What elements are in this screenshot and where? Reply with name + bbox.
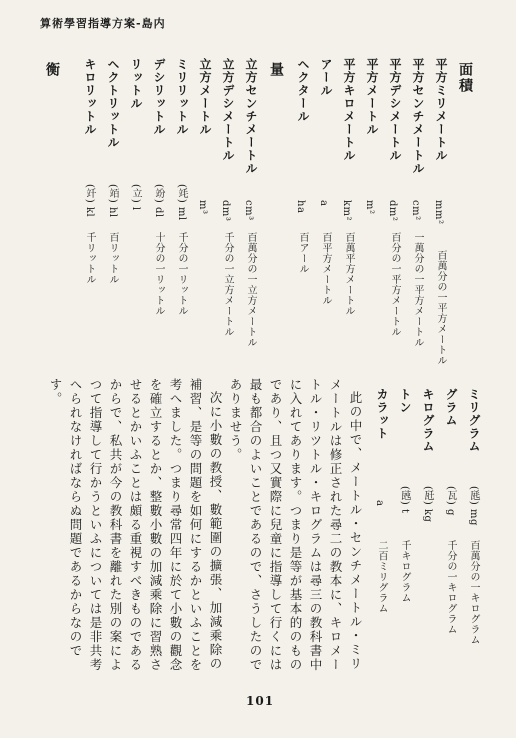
volume-unit-name: キロリットル	[83, 58, 97, 136]
weight-unit-symbol: (瓩) kg	[422, 486, 433, 523]
volume-unit-note: 千分の一立方メートル	[222, 232, 233, 337]
volume-unit-symbol: (竡) hl	[107, 184, 118, 218]
volume-unit-symbol: m³	[197, 200, 208, 215]
volume-unit-name: 立方センチメートル	[244, 58, 258, 175]
weight-heading: 衡	[44, 62, 60, 78]
body-text	[25, 378, 365, 683]
volume-heading: 量	[268, 62, 284, 78]
volume-unit-name: ヘクトリットル	[106, 58, 120, 149]
area-unit-symbol: km²	[341, 200, 352, 222]
volume-unit-symbol: (竕) dl	[153, 184, 164, 218]
volume-unit-symbol: dm³	[220, 200, 231, 222]
weight-unit-symbol: a	[374, 500, 385, 507]
area-unit-note: 一萬分の一平方メートル	[412, 232, 423, 348]
weight-unit-note: 百萬分の一キログラム	[468, 540, 479, 645]
volume-unit-note: 百萬分の一立方メートル	[245, 232, 256, 348]
volume-unit-note: 千リットル	[84, 232, 95, 285]
area-unit-symbol: mm²	[433, 200, 444, 225]
area-unit-name: アール	[319, 58, 333, 97]
volume-unit-note: 百リットル	[107, 232, 118, 285]
weight-unit-symbol: (瓲) t	[399, 486, 410, 514]
page-number: 101	[246, 694, 275, 708]
area-unit-note: 百平方メートル	[320, 232, 331, 306]
volume-unit-note: 十分の一リットル	[153, 232, 164, 316]
area-heading: 面積	[457, 62, 473, 94]
area-unit-name: 平方センチメートル	[411, 58, 425, 175]
area-unit-symbol: a	[318, 200, 329, 207]
area-unit-name: 平方ミリメートル	[434, 58, 448, 162]
running-header: 算術學習指導方案-島内	[40, 17, 166, 30]
volume-unit-name: 立方メートル	[198, 58, 212, 136]
volume-unit-symbol: cm³	[243, 200, 254, 221]
area-unit-note: 百萬平方メートル	[343, 232, 354, 316]
weight-unit-note: 二百ミリグラム	[376, 540, 387, 614]
weight-unit-symbol: (瓦) g	[445, 486, 456, 516]
area-unit-symbol: ha	[295, 200, 306, 214]
weight-unit-note: 千分の一キログラム	[445, 540, 456, 635]
paragraph: 此の中で、メートル・センチメートル・ミリメートルは修正された尋二の教本に、キロメートル・リツトル・キログラムは尋三の教科書中に入れてあります。つまり是等が基本的のものであり、且つ又實際に兒童に指導して行くには最も都合のよいことであるので、さうしたのでありませう。	[228, 378, 363, 672]
area-unit-name: 平方キロメートル	[342, 58, 356, 162]
area-unit-symbol: m²	[364, 200, 375, 215]
weight-unit-name: カラット	[375, 388, 389, 440]
volume-unit-name: 立方デシメートル	[221, 58, 235, 162]
volume-unit-symbol: (立) l	[130, 184, 141, 211]
area-unit-note: 百アール	[297, 232, 308, 274]
weight-unit-name: ミリグラム	[467, 388, 481, 453]
area-unit-name: ヘクタール	[296, 58, 310, 123]
area-unit-note: 百分の一平方メートル	[389, 232, 400, 337]
paragraph: 次に小數の教授、數範圍の擴張、加減乘除の補習、是等の問題を如何にするかといふことを考へました。つまり尋常四年に於て小數の觀念を確立するとか、整數小數の加減乘除に習熟させるとかいふことは頗る重視すべきものであるからで、私共が今の教科書を離れた別の案によつて指導して行かうといふについては是非共考へられなければならぬ問題であるからなのです。	[48, 378, 223, 672]
volume-unit-symbol: (竓) ml	[176, 184, 187, 221]
weight-unit-name: キログラム	[421, 388, 435, 453]
weight-unit-name: トン	[398, 388, 412, 414]
volume-unit-name: ミリリットル	[175, 58, 189, 136]
volume-unit-note: 千分の一リットル	[176, 232, 187, 316]
area-unit-name: 平方デシメートル	[388, 58, 402, 162]
volume-unit-name: リットル	[129, 58, 143, 110]
volume-unit-name: デシリットル	[152, 58, 166, 136]
volume-unit-symbol: (竏) kl	[84, 184, 95, 218]
weight-unit-symbol: (瓱) mg	[468, 486, 479, 526]
weight-unit-name: グラム	[444, 388, 458, 427]
area-unit-name: 平方メートル	[365, 58, 379, 136]
area-unit-symbol: cm²	[410, 200, 421, 221]
area-unit-symbol: dm²	[387, 200, 398, 222]
area-unit-note: 百萬分の一平方メートル	[435, 250, 446, 366]
weight-unit-note: 千キログラム	[399, 540, 410, 603]
